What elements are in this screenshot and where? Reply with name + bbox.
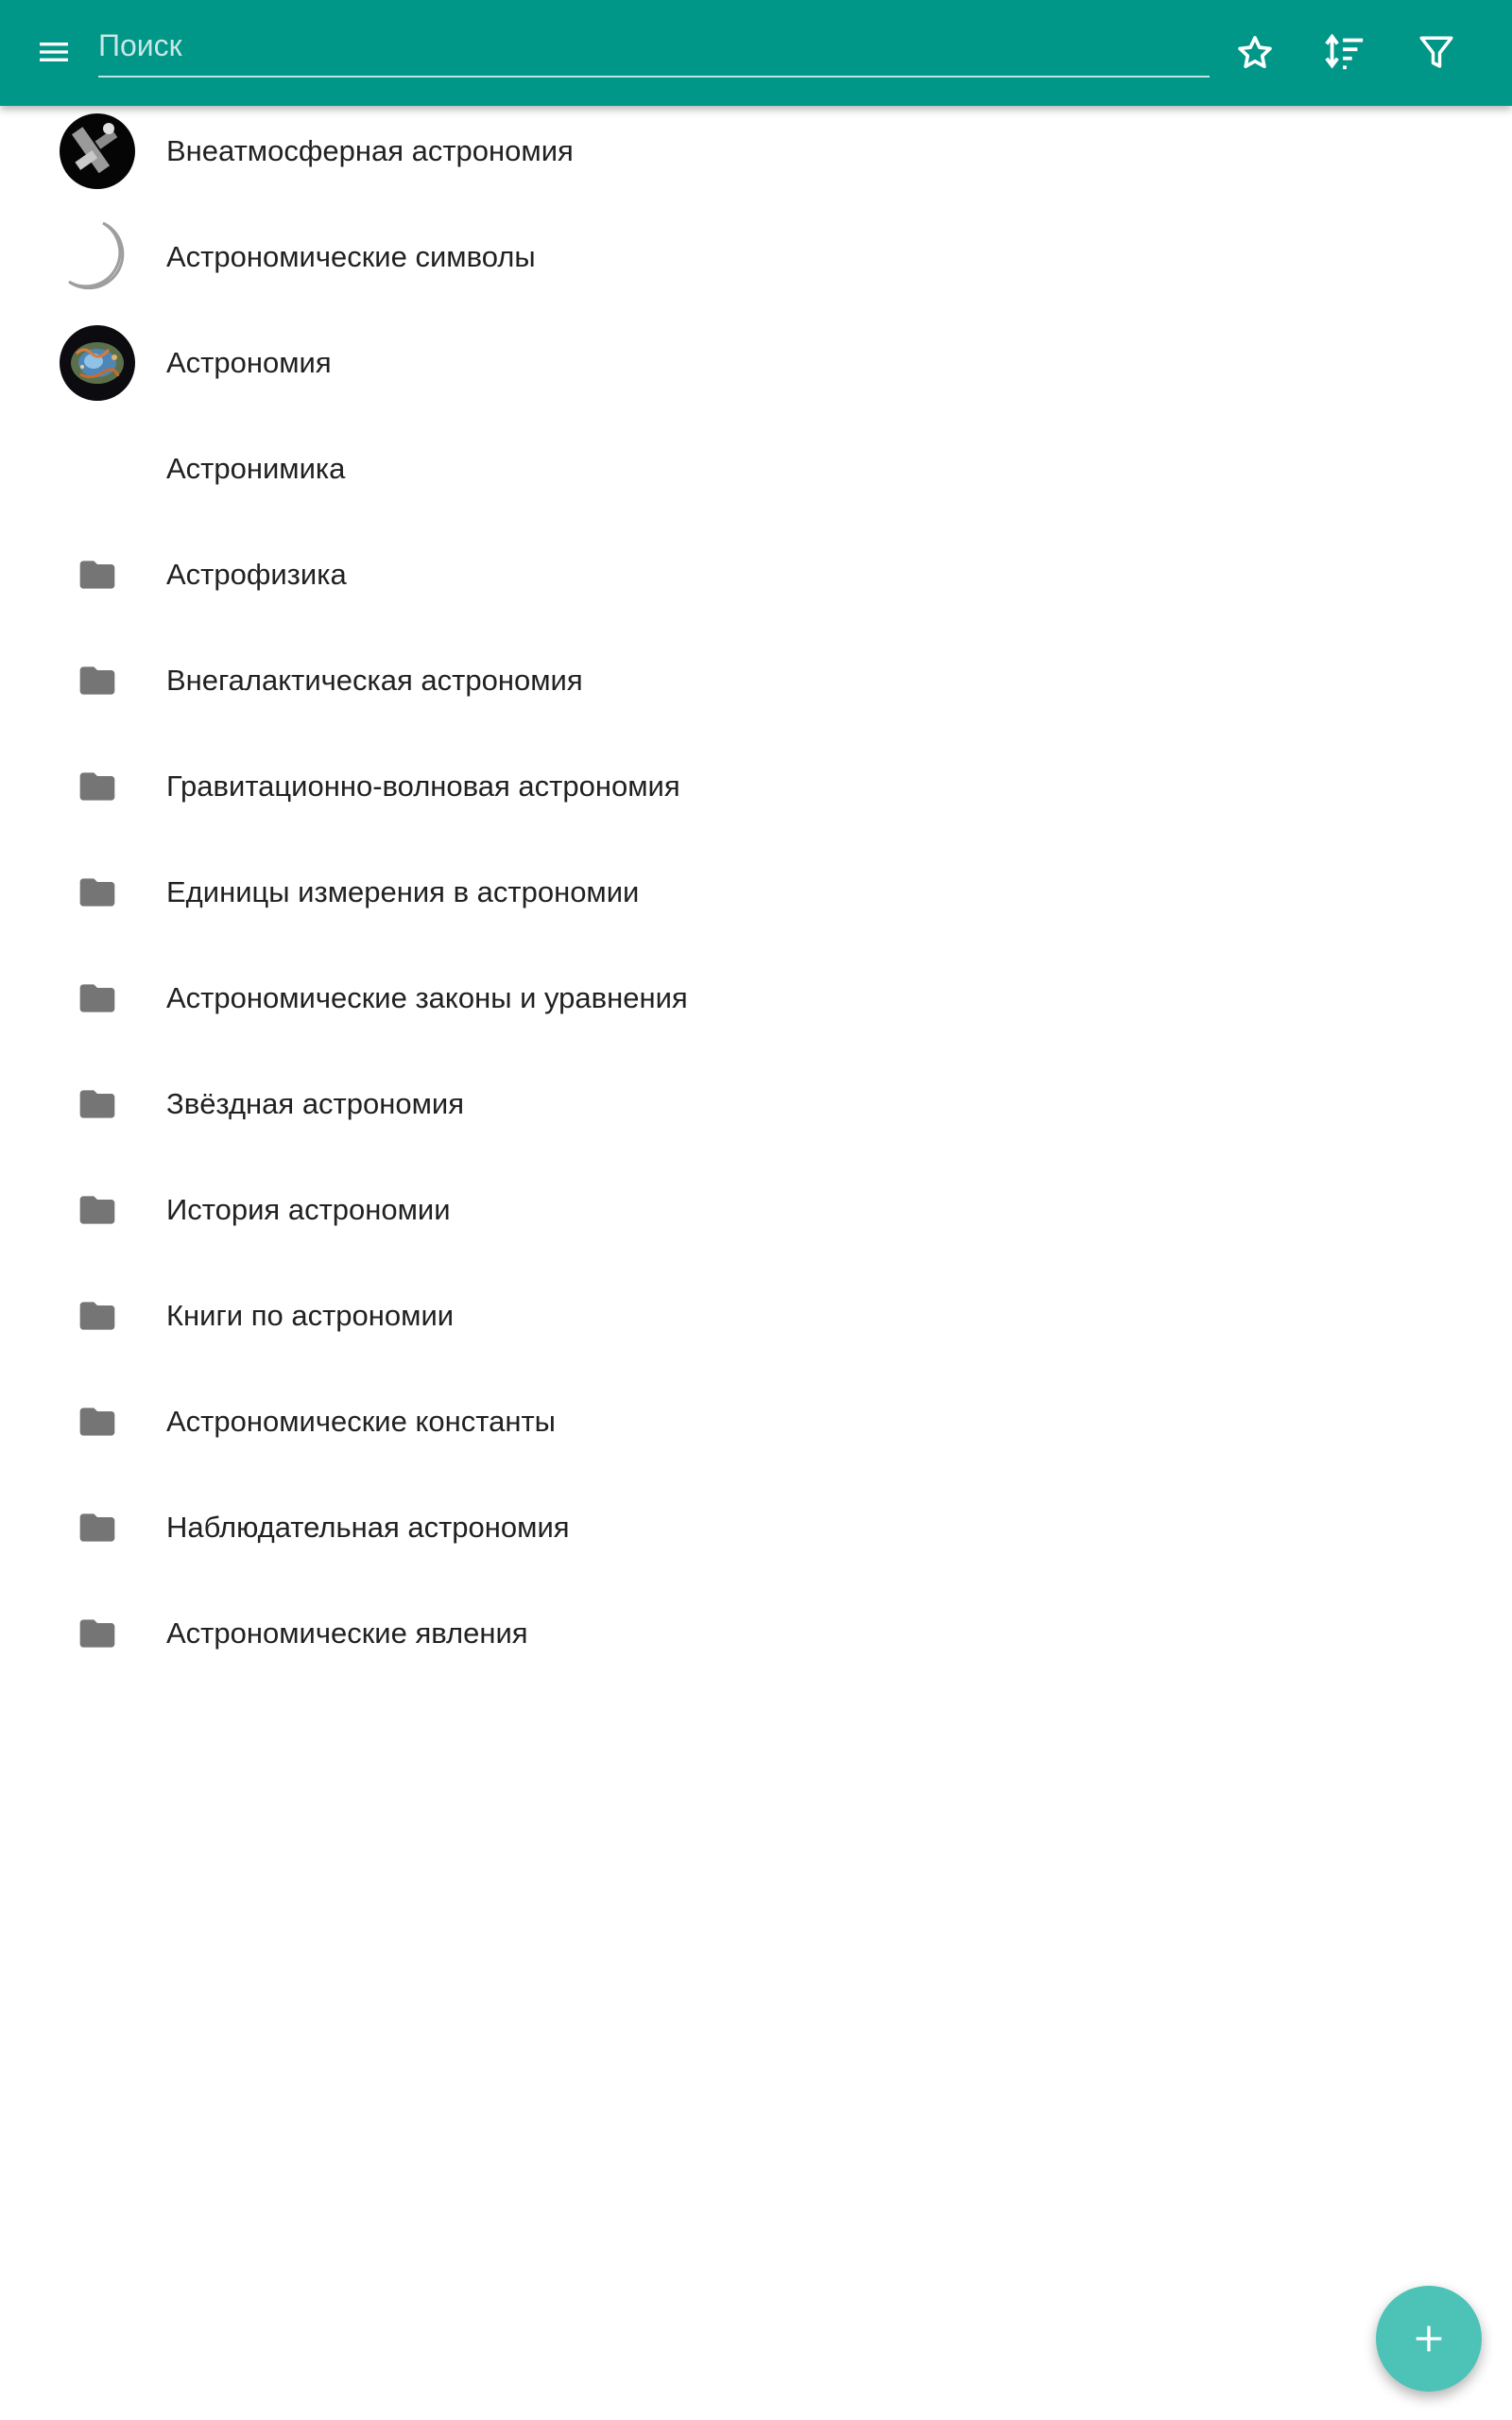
item-label: Астрономические константы bbox=[166, 1405, 556, 1438]
category-list bbox=[0, 98, 1512, 1686]
list-item[interactable] bbox=[0, 416, 1512, 522]
filter-icon bbox=[1417, 33, 1456, 73]
filter-button[interactable] bbox=[1402, 19, 1470, 87]
item-label: Астрономия bbox=[166, 346, 332, 379]
folder-icon bbox=[59, 536, 136, 614]
item-label: Астрономические законы и уравнения bbox=[166, 981, 688, 1014]
favorites-button[interactable] bbox=[1221, 19, 1289, 87]
folder-icon bbox=[59, 1277, 136, 1355]
star-icon bbox=[1234, 32, 1276, 74]
list-item[interactable] bbox=[0, 1369, 1512, 1475]
nebula-thumbnail bbox=[59, 324, 136, 402]
folder-icon bbox=[59, 1595, 136, 1672]
folder-icon bbox=[59, 748, 136, 825]
list-item[interactable] bbox=[0, 1263, 1512, 1369]
item-label: Книги по астрономии bbox=[166, 1299, 455, 1332]
sort-button[interactable] bbox=[1311, 19, 1379, 87]
list-item[interactable] bbox=[0, 204, 1512, 310]
list-item[interactable] bbox=[0, 1051, 1512, 1157]
folder-icon bbox=[59, 1383, 136, 1461]
item-label: Астрономические символы bbox=[166, 240, 536, 273]
folder-icon bbox=[59, 854, 136, 931]
list-item[interactable] bbox=[0, 1157, 1512, 1263]
folder-icon bbox=[59, 642, 136, 719]
item-label: Гравитационно-волновая астрономия bbox=[166, 769, 680, 803]
folder-icon bbox=[59, 1171, 136, 1249]
item-label: Наблюдательная астрономия bbox=[166, 1511, 570, 1544]
list-item[interactable] bbox=[0, 522, 1512, 628]
item-label: Астрономические явления bbox=[166, 1616, 528, 1650]
sort-icon bbox=[1323, 31, 1366, 75]
telescope-thumbnail bbox=[59, 112, 136, 190]
plus-icon bbox=[1410, 2320, 1448, 2358]
item-label: Внегалактическая астрономия bbox=[166, 664, 583, 697]
app-bar bbox=[0, 0, 1512, 106]
list-item[interactable] bbox=[0, 945, 1512, 1051]
list-item[interactable] bbox=[0, 628, 1512, 734]
list-item[interactable] bbox=[0, 1475, 1512, 1581]
menu-button[interactable] bbox=[21, 19, 87, 85]
list-item[interactable] bbox=[0, 1581, 1512, 1686]
list-item[interactable] bbox=[0, 839, 1512, 945]
item-label: Звёздная астрономия bbox=[166, 1087, 465, 1120]
search-field[interactable] bbox=[98, 17, 1210, 78]
list-item[interactable] bbox=[0, 310, 1512, 416]
item-label: Единицы измерения в астрономии bbox=[166, 875, 640, 908]
list-item[interactable] bbox=[0, 98, 1512, 204]
folder-icon bbox=[59, 959, 136, 1037]
item-label: Внеатмосферная астрономия bbox=[166, 134, 574, 167]
crescent-moon-thumbnail bbox=[59, 218, 136, 296]
folder-icon bbox=[59, 1065, 136, 1143]
item-label: История астрономии bbox=[166, 1193, 451, 1226]
item-label: Астронимика bbox=[166, 452, 346, 485]
search-input[interactable] bbox=[98, 23, 1210, 68]
menu-icon bbox=[35, 33, 73, 71]
folder-icon bbox=[59, 1489, 136, 1566]
item-label: Астрофизика bbox=[166, 558, 347, 591]
add-fab-button[interactable] bbox=[1376, 2286, 1482, 2392]
list-item[interactable] bbox=[0, 734, 1512, 839]
